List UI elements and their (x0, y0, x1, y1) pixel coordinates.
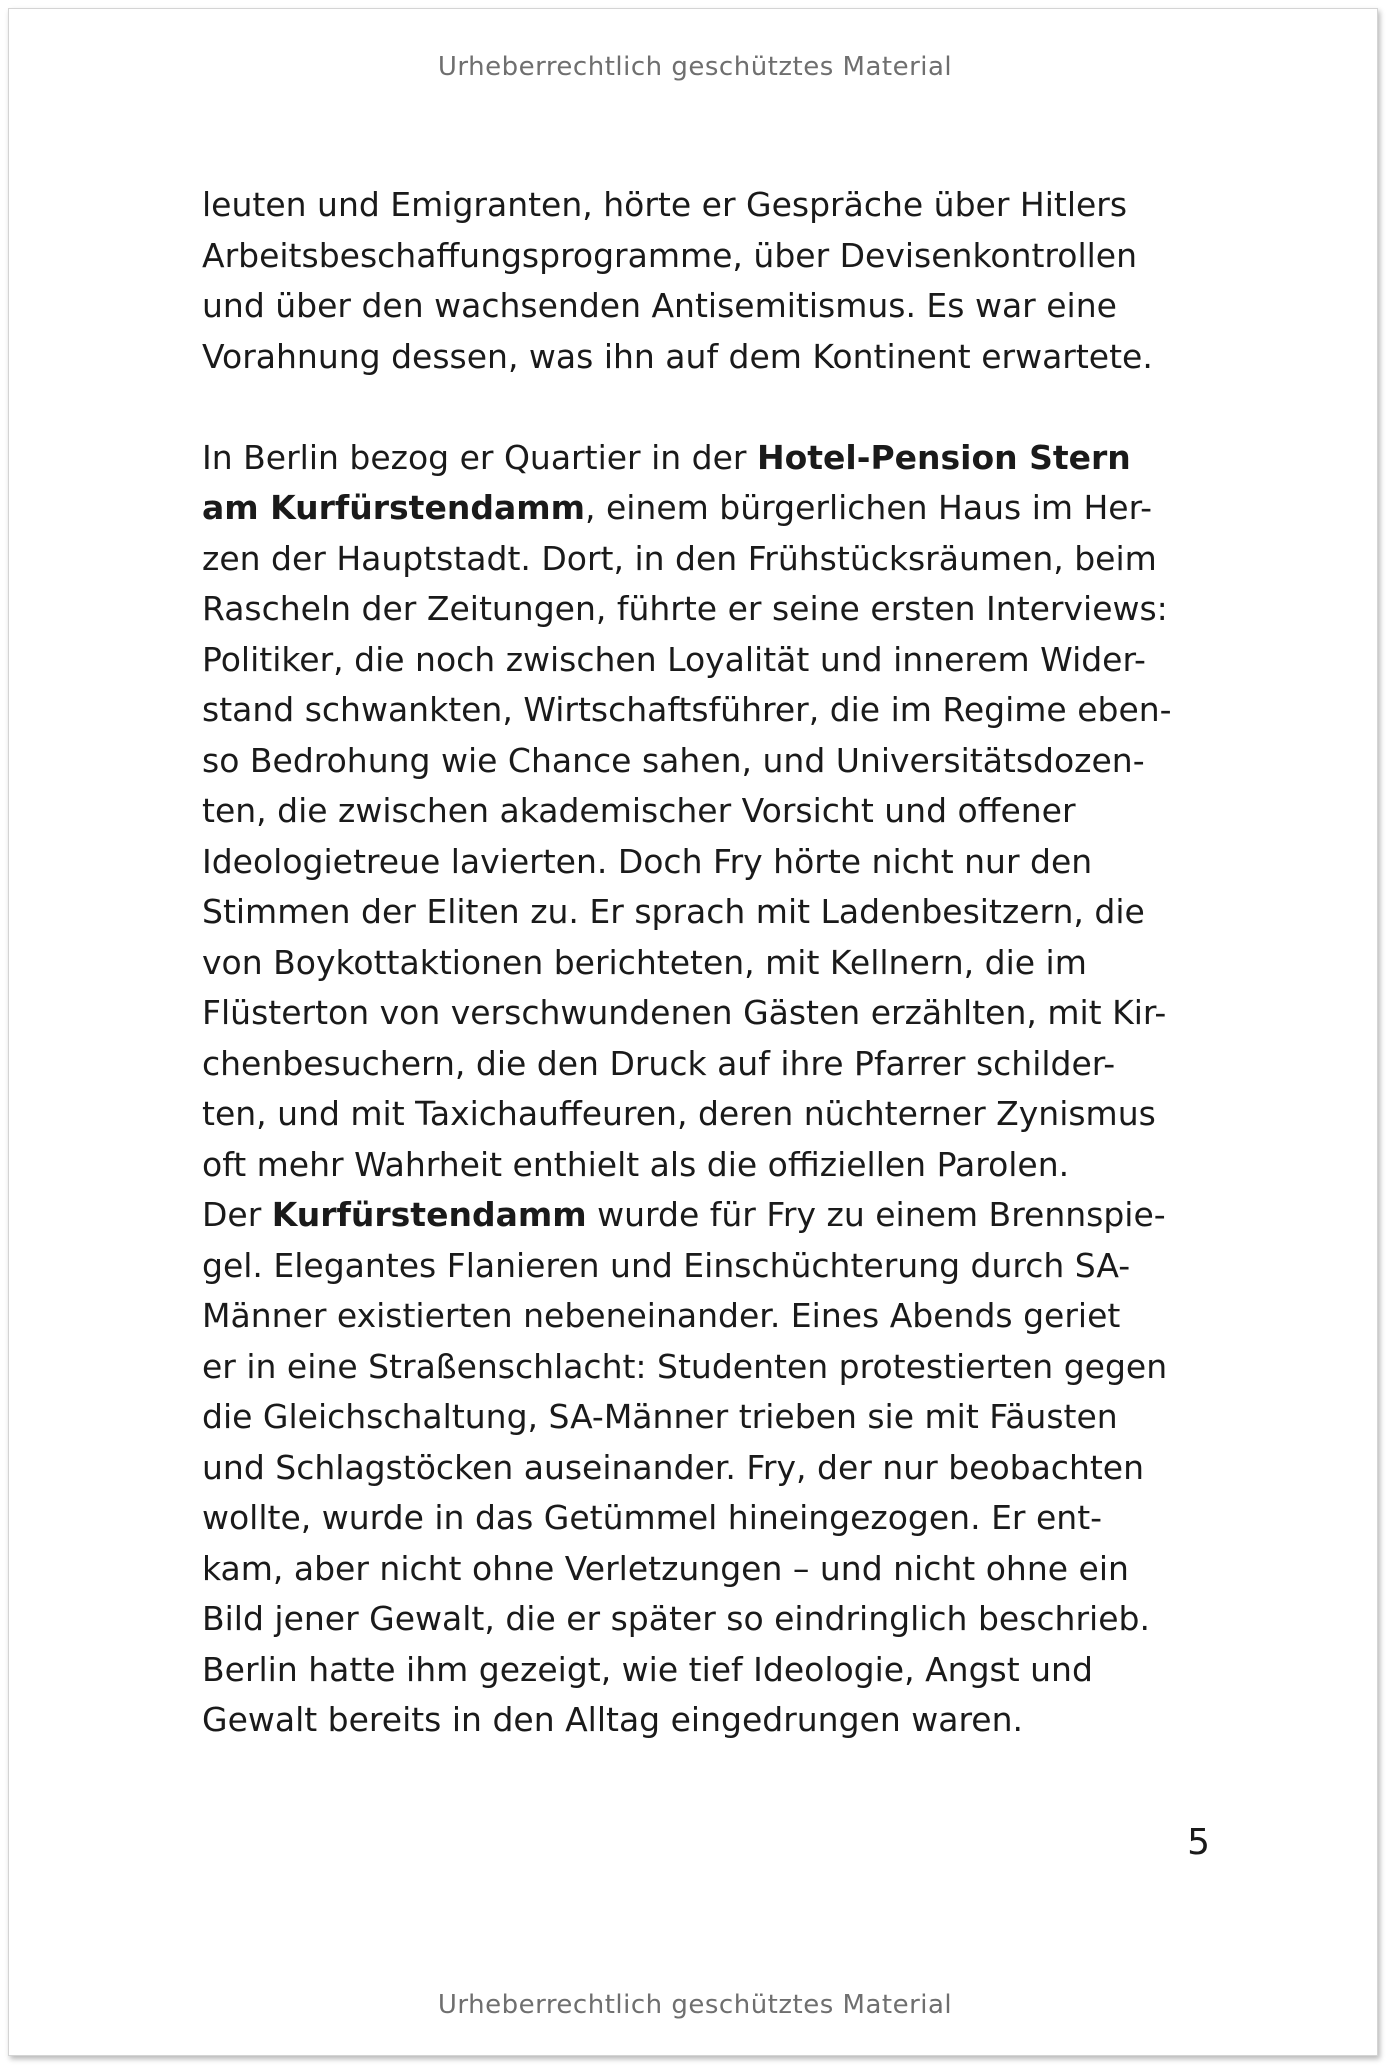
text-line (202, 1190, 1212, 1241)
text-line: Gewalt bereits in den Alltag eingedrungen waren. (202, 1700, 1024, 1739)
paragraph-gap (202, 382, 1212, 433)
text-line: oft mehr Wahrheit enthielt als die offiziellen Parolen. (202, 1144, 1070, 1184)
text-line: Bild jener Gewalt, die er später so eindringlich beschrieb. (202, 1599, 1150, 1638)
bold-text-kurfuerstendamm: Kurfürstendamm (271, 1195, 587, 1234)
text-line: gel. Elegantes Flanieren und Einschüchterung durch SA- (202, 1245, 1131, 1285)
text-line: Ideologietreue lavierten. Doch Fry hörte nicht nur den (202, 841, 1093, 881)
text-line: Berlin hatte ihm gezeigt, wie tief Ideologie, Angst und (202, 1649, 1093, 1689)
text-run: , einem bürgerlichen Haus im Her- (584, 488, 1152, 527)
page-number: 5 (1187, 1822, 1210, 1863)
bold-text-hotel: Hotel-Pension Stern (756, 437, 1131, 477)
text-run: Der (202, 1195, 272, 1234)
text-line: Rascheln der Zeitungen, führte er seine ersten Interviews: (202, 589, 1168, 628)
text-line: Stimmen der Eliten zu. Er sprach mit Ladenbesitzern, die (202, 892, 1145, 931)
text-line: und über den wachsenden Antisemitismus. Es war eine (202, 286, 1117, 325)
text-line: chenbesuchern, die den Druck auf ihre Pfarrer schilder- (202, 1043, 1116, 1083)
text-line: und Schlagstöcken auseinander. Fry, der nur beobachten (202, 1447, 1145, 1487)
watermark-top: Urheberrechtlich geschütztes Material (437, 52, 953, 82)
text-line: Vorahnung dessen, was ihn auf dem Kontinent erwartete. (202, 336, 1153, 376)
text-line: zen der Hauptstadt. Dort, in den Frühstücksräumen, beim (202, 538, 1157, 578)
text-line: Politiker, die noch zwischen Loyalität und innerem Wider- (202, 639, 1146, 679)
text-line: Arbeitsbeschaffungsprogramme, über Devisenkontrollen (202, 235, 1138, 275)
text-run: In Berlin bezog er Quartier in der (202, 437, 757, 477)
text-line: ten, und mit Taxichauffeuren, deren nüchterner Zynismus (202, 1094, 1156, 1133)
text-line: von Boykottaktionen berichteten, mit Kellnern, die im (202, 942, 1087, 982)
text-line: Männer existierten nebeneinander. Eines Abends geriet (202, 1296, 1121, 1335)
text-line: die Gleichschaltung, SA-Männer trieben sie mit Fäusten (202, 1397, 1118, 1436)
text-line: kam, aber nicht ohne Verletzungen – und nicht ohne ein (202, 1548, 1129, 1588)
text-line: stand schwankten, Wirtschaftsführer, die im Regime eben- (202, 690, 1172, 729)
text-line: Flüsterton von verschwundenen Gästen erzählten, mit Kir- (202, 993, 1167, 1032)
body-text (202, 180, 1212, 1746)
text-line (202, 483, 1212, 534)
bold-text-kurfuerstendamm: am Kurfürstendamm (202, 488, 585, 527)
watermark-bottom: Urheberrechtlich geschütztes Material (437, 1990, 953, 2020)
text-line: wollte, wurde in das Getümmel hineingezogen. Er ent- (202, 1498, 1103, 1537)
text-line: ten, die zwischen akademischer Vorsicht und offener (202, 791, 1076, 830)
text-line: so Bedrohung wie Chance sahen, und Universitätsdozen- (202, 740, 1145, 780)
text-run: wurde für Fry zu einem Brennspie- (586, 1195, 1166, 1234)
text-line (202, 433, 1212, 484)
text-line: er in eine Straßenschlacht: Studenten protestierten gegen (202, 1346, 1168, 1386)
text-line: leuten und Emigranten, hörte er Gespräche über Hitlers (202, 185, 1128, 224)
